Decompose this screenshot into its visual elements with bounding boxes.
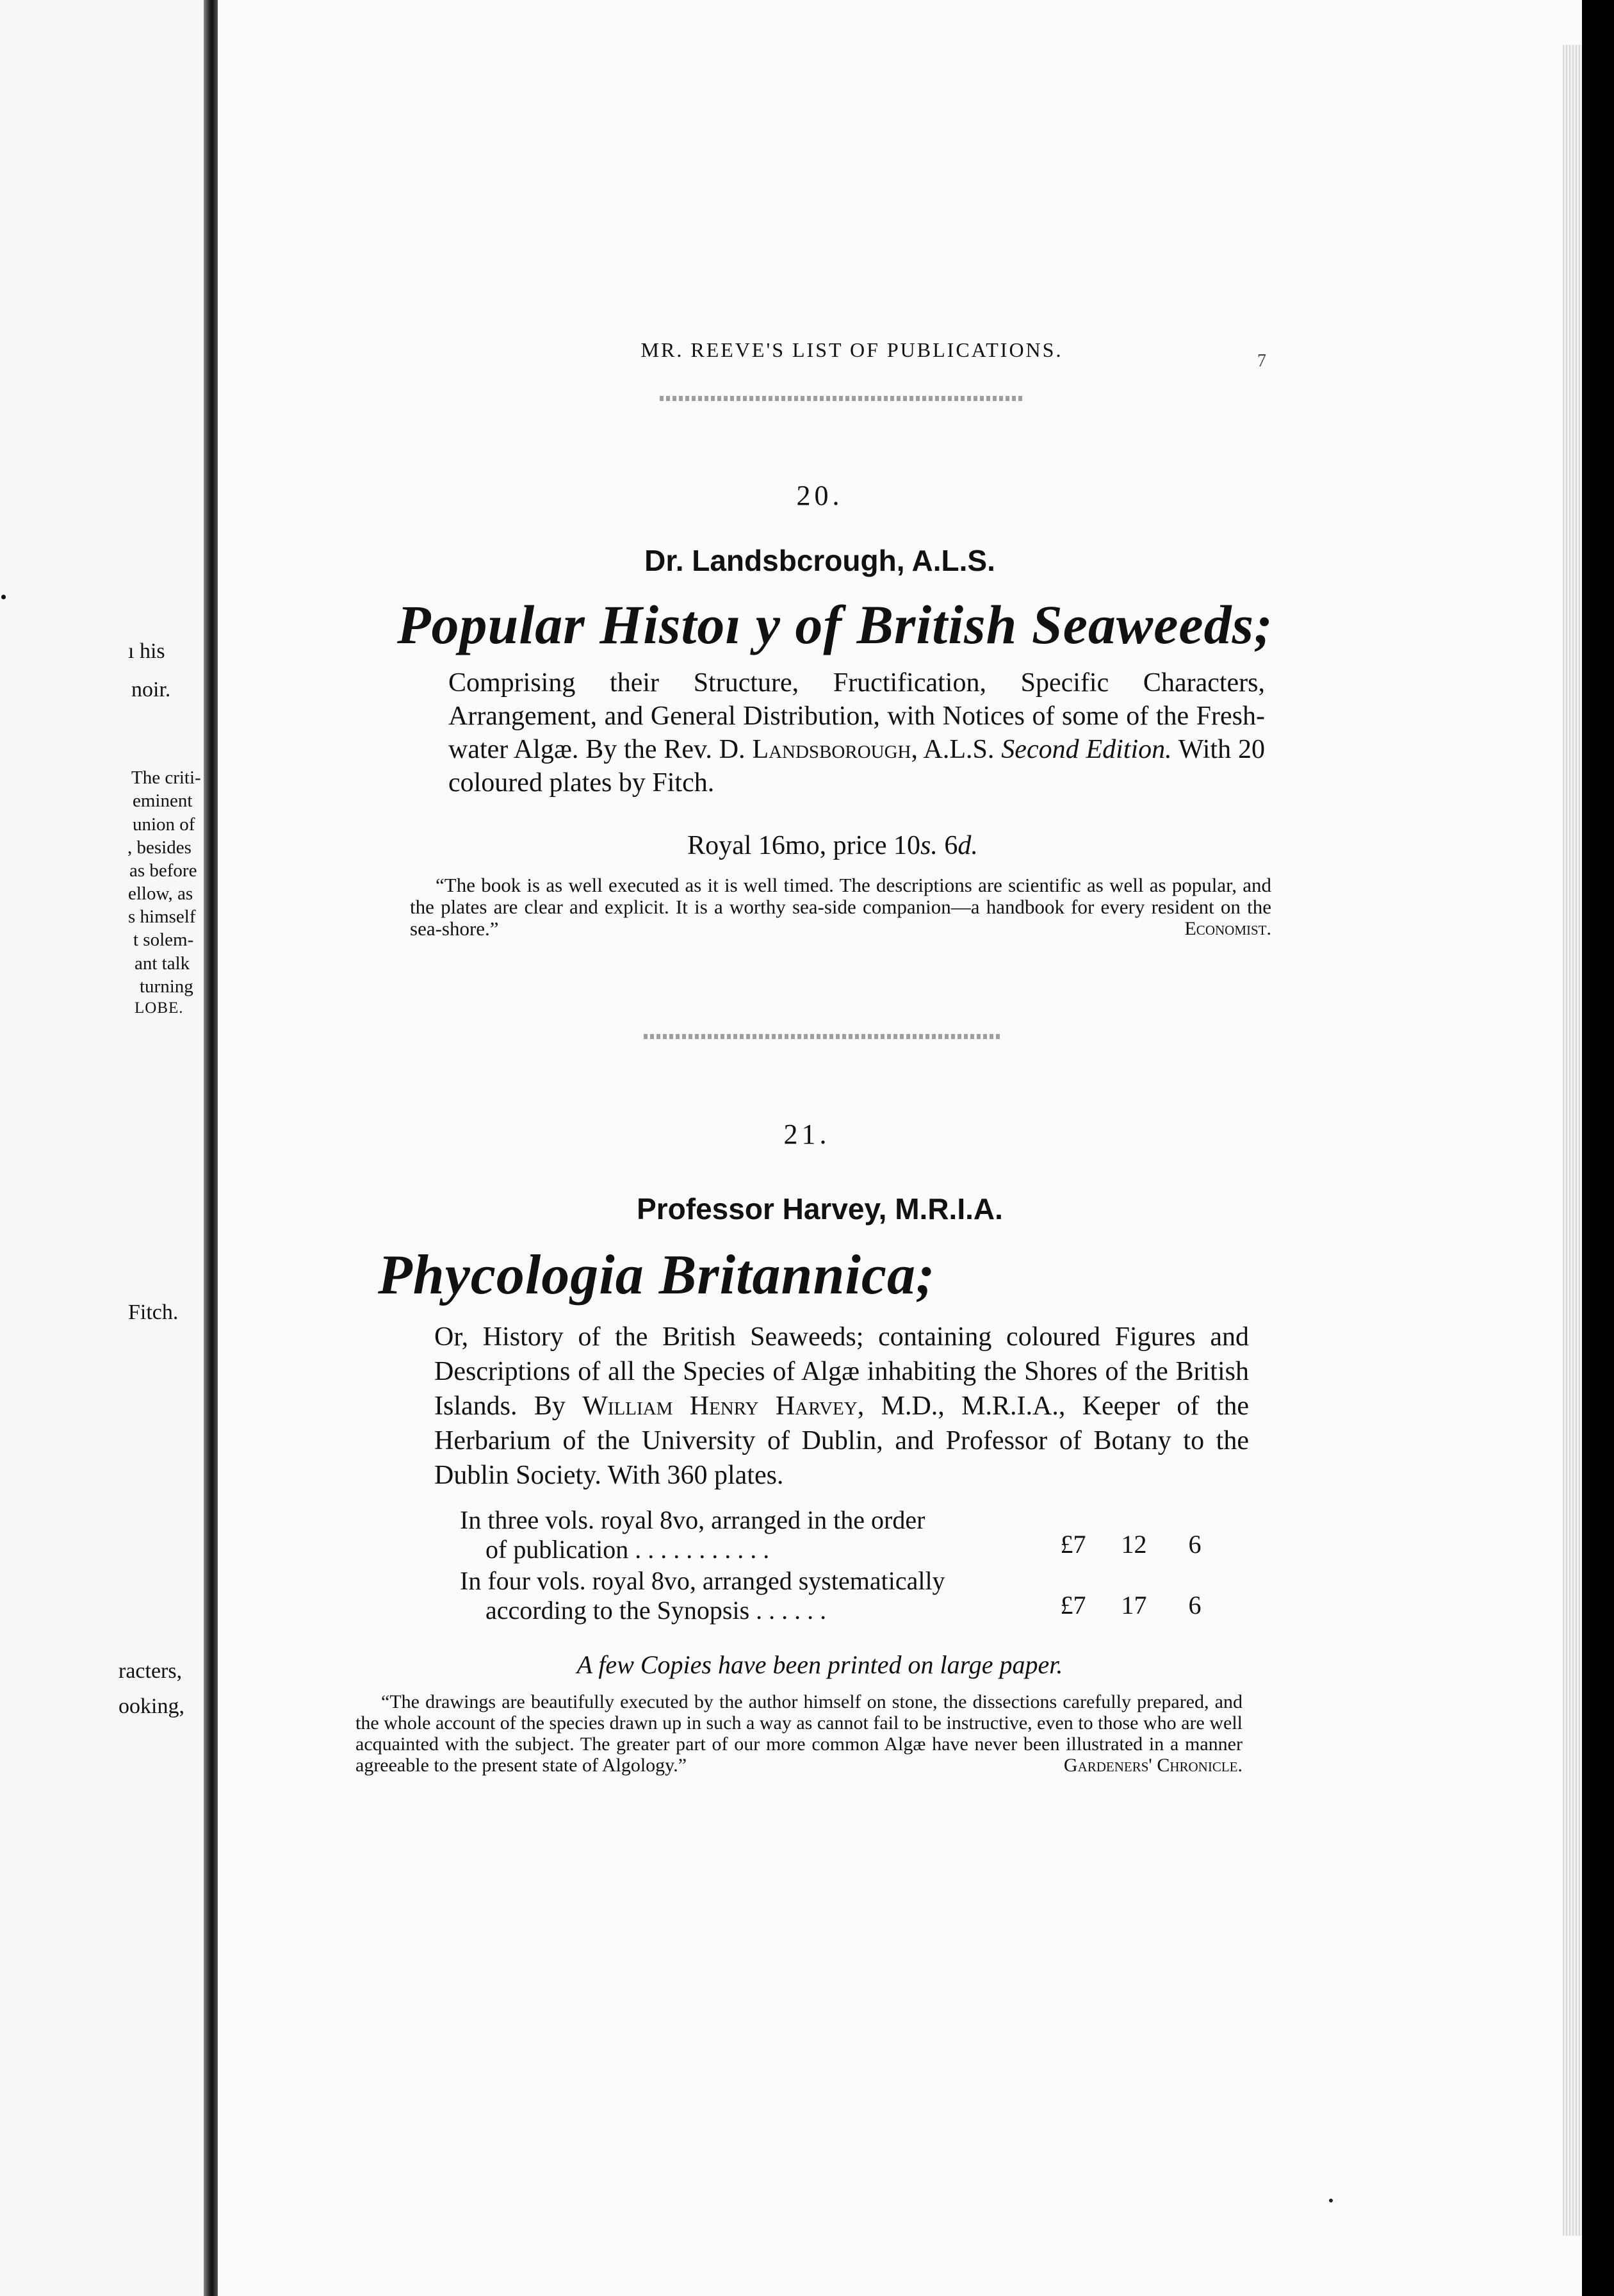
page-edge: [1563, 45, 1582, 2236]
price-pence: 6: [1188, 1530, 1202, 1559]
facing-page-line: ant talk: [134, 953, 190, 974]
facing-page-line: turning: [140, 976, 193, 997]
entry-description: [448, 666, 1265, 800]
facing-page-line: t solem-: [133, 930, 194, 950]
entry-description: [434, 1320, 1249, 1493]
price-text: Royal 16mo, price 10: [687, 831, 921, 860]
entry-author: Professor Harvey, M.R.I.A.: [637, 1192, 1003, 1226]
edition-row: [460, 1505, 1241, 1570]
description-text: Comprising their Structure, Fructification, Specific Characters, Arrangement, and General Distribution, with Notices of some of the Fresh-water Algæ. By the Rev. D.: [448, 668, 1265, 764]
description-edition: Second Edition.: [1001, 735, 1172, 764]
description-author: Landsborough: [752, 735, 911, 764]
facing-page-line: LOBE.: [134, 999, 184, 1017]
facing-page-line: ellow, as: [128, 883, 193, 904]
review-quote: [410, 874, 1271, 940]
edition-description: [460, 1566, 945, 1625]
entry-price: [576, 830, 1089, 861]
facing-page-line: Fitch.: [128, 1300, 179, 1324]
price-text: 6: [937, 831, 958, 860]
review-quote: [355, 1691, 1243, 1776]
entry-number: 20.: [796, 480, 844, 511]
edition-line: In three vols. royal 8vo, arranged in the order: [460, 1505, 925, 1534]
edition-line: In four vols. royal 8vo, arranged systematically: [460, 1566, 945, 1595]
price-pounds: £7: [1060, 1530, 1086, 1559]
edition-row: [460, 1566, 1241, 1630]
background-edge: [1582, 0, 1614, 2296]
description-text: Or, History of the British Seaweeds; containing coloured Figures and Descriptions of all the Species of Algæ inhabiting the Shores of the British Islands. By: [434, 1322, 1249, 1421]
ornamental-rule: [644, 1034, 1002, 1039]
facing-page-line: .: [0, 574, 7, 605]
facing-page: [0, 0, 204, 2296]
large-paper-note: A few Copies have been printed on large paper.: [576, 1650, 1063, 1679]
running-header: MR. REEVE'S LIST OF PUBLICATIONS.: [640, 338, 1063, 361]
page-number: 7: [1257, 351, 1266, 371]
description-text: , A.L.S.: [911, 735, 1002, 764]
facing-page-line: ooking,: [118, 1694, 184, 1718]
price-pounds: £7: [1060, 1591, 1086, 1620]
speck: [1329, 2199, 1333, 2202]
facing-page-line: ı his: [128, 639, 165, 663]
facing-page-line: as before: [129, 860, 197, 881]
edition-price: [1043, 1591, 1225, 1620]
quote-source: Economist.: [1184, 918, 1271, 939]
edition-description: [460, 1505, 925, 1564]
facing-page-line: racters,: [118, 1659, 183, 1683]
edition-line: according to the Synopsis . . . . . .: [485, 1596, 827, 1625]
facing-page-line: , besides: [127, 837, 192, 858]
facing-page-line: s himself: [128, 906, 196, 927]
entry-title: Phycologia Britannica;: [378, 1244, 936, 1306]
ornamental-rule: [660, 396, 1025, 401]
quote-text: “The book is as well executed as it is well timed. The descriptions are scientific as well as popular, and the plates are clear and explicit. It is a worthy sea-side companion—a handbook for every resident on the sea-shore.”: [410, 874, 1271, 940]
price-pence: 6: [1188, 1591, 1202, 1620]
description-text: With 20 coloured plates by Fitch.: [448, 735, 1265, 798]
facing-page-line: The criti-: [131, 767, 201, 788]
edition-price: [1043, 1530, 1225, 1559]
facing-page-line: eminent: [133, 791, 193, 811]
quote-text: “The drawings are beautifully executed by the author himself on stone, the dissections carefully prepared, and the whole account of the species drawn up in such a way as cannot fail to be instructive, even to those who are well acquainted with the subject. The greater part of our more common Algæ have never been illustrated in a manner agreeable to the present state of Algology.”: [355, 1691, 1243, 1776]
edition-line: of publication . . . . . . . . . . .: [485, 1535, 770, 1564]
quote-source: Gardeners' Chronicle.: [1063, 1755, 1243, 1776]
book-gutter: [204, 0, 218, 2296]
description-text: , M.D., M.R.I.A., Keeper of the Herbarium of the University of Dublin, and Professor of Botany to the Dublin Society. With 360 plates.: [434, 1391, 1250, 1490]
entry-number: 21.: [783, 1119, 831, 1150]
entry-author: Dr. Landsbcrough, A.L.S.: [644, 544, 995, 577]
description-author: William Henry Harvey: [582, 1391, 858, 1421]
facing-page-line: noir.: [131, 678, 171, 701]
price-shillings: 12: [1121, 1530, 1147, 1559]
entry-title: Popular Histoı y of British Seaweeds;: [397, 594, 1273, 655]
price-unit: d.: [958, 831, 978, 860]
price-unit: s.: [920, 831, 938, 860]
price-shillings: 17: [1121, 1591, 1147, 1620]
facing-page-line: union of: [133, 814, 195, 835]
